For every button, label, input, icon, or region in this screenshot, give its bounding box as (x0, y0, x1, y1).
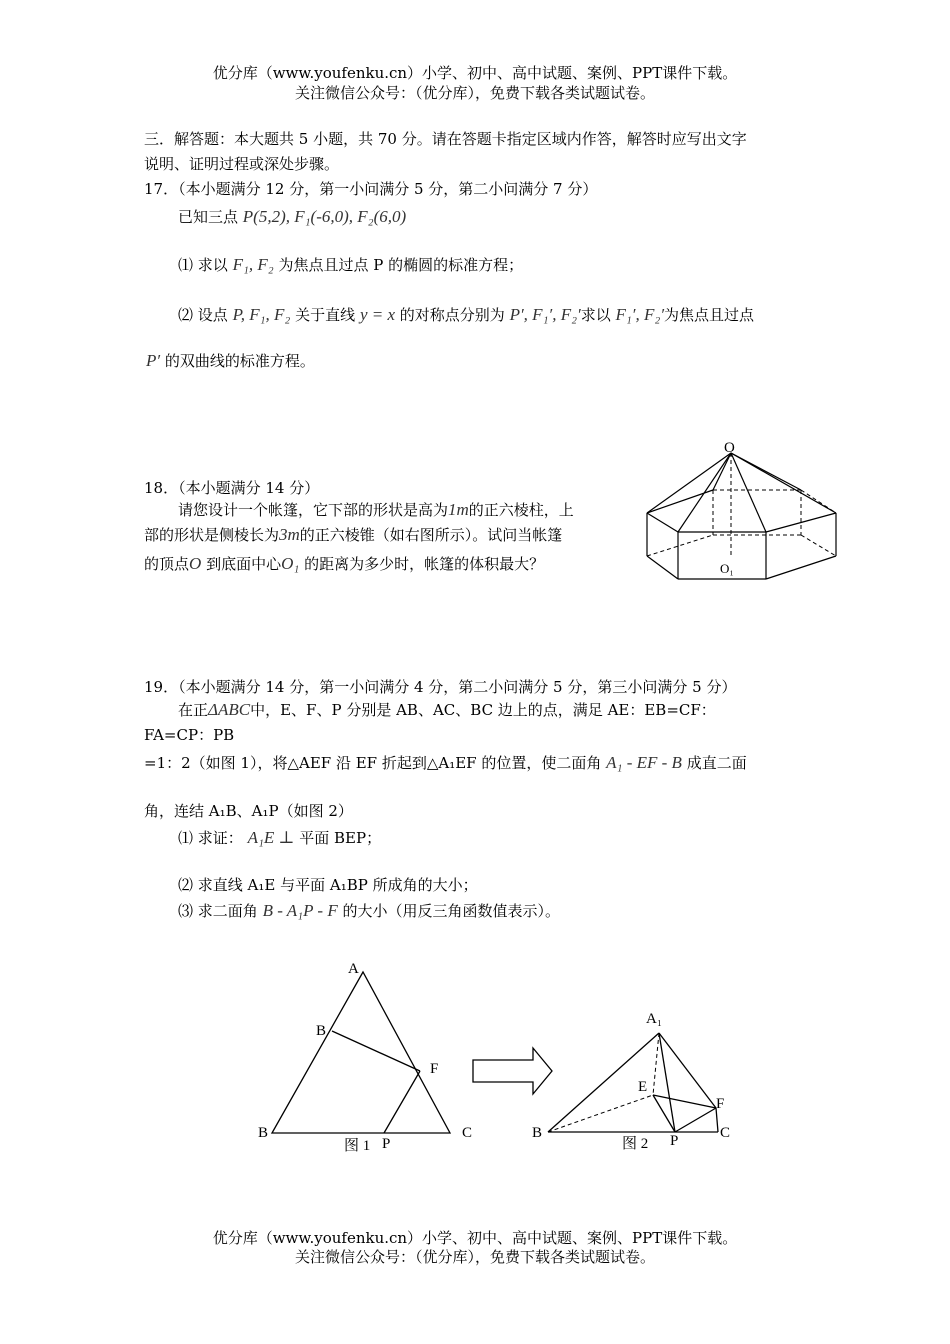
q17-part2-math-1: P, F₁, F₂ (232, 305, 291, 324)
q19-part3 (178, 900, 560, 921)
q17-part2-num: ⑵ 设点 (178, 306, 228, 324)
q18-line-3-math-1: O (189, 554, 202, 573)
fig1-label-P: P (382, 1136, 391, 1152)
q19-line-4: 角，连结 A₁B、A₁P（如图 2） (144, 802, 353, 820)
footer-line-2: 关注微信公众号：（优分库），免费下载各类试题试卷。 (294, 1248, 655, 1266)
tent-top-edge (647, 513, 678, 532)
tent-top-edge (766, 513, 836, 532)
q17-part2-text-5: 的双曲线的标准方程。 (164, 352, 315, 370)
tent-lateral-edge (647, 453, 731, 513)
q18-line-2-b: 的正六棱锥（如右图所示）。试问当帐篷 (299, 526, 563, 544)
q19-figure-1 (272, 972, 450, 1133)
fig2-hidden-BE (548, 1095, 653, 1132)
q19-part1 (178, 827, 381, 848)
fig1-caption: 图 1 (344, 1138, 371, 1154)
q19-part1-text: 平面 BEP； (299, 829, 382, 847)
q18-line-3-a: 的顶点 (144, 555, 190, 573)
q19-line-1-a: 在正 (178, 701, 209, 719)
q18-line-1-math: 1m (448, 500, 469, 519)
q19-line-1 (178, 699, 716, 720)
q18-line-3-c: 的距离为多少时，帐篷的体积最大？ (304, 555, 545, 573)
tent-lateral-edge (731, 453, 801, 490)
q18-line-3-b: 到底面中心 (206, 555, 282, 573)
q18-line-1-b: 的正六棱柱，上 (468, 501, 574, 519)
q17-part2-text-1: 关于直线 (295, 306, 356, 324)
tent-lateral-edge (713, 453, 731, 490)
fig2-label-C: C (720, 1125, 731, 1141)
q18-line-2 (144, 524, 562, 545)
q19-figures (250, 955, 750, 1155)
fig2-hidden-A1E (653, 1033, 659, 1095)
q17-part2-text-4: 为焦点且过点 (664, 306, 755, 324)
fig2-caption: 图 2 (622, 1136, 649, 1152)
header-line-1: 优分库（www.youfenku.cn）小学、初中、高中试题、案例、PPT课件下载。 (212, 64, 738, 82)
q19-part3-math: B - A₁P - F (262, 901, 338, 920)
q17-part1-num: ⑴ 求以 (178, 256, 228, 274)
footer-line-1: 优分库（www.youfenku.cn）小学、初中、高中试题、案例、PPT课件下载。 (212, 1229, 738, 1247)
q18-line-2-a: 部的形状是侧棱长为 (144, 526, 280, 544)
q19-title: 19．（本小题满分 14 分，第一小问满分 4 分，第二小问满分 5 分，第三小问满分 5 分） (144, 678, 737, 696)
q18-tent-figure (640, 434, 850, 584)
fig2-edge-EF (653, 1095, 716, 1108)
q17-given-text: 已知三点 (178, 208, 239, 226)
q17-part2-text-2: 的对称点分别为 (399, 306, 505, 324)
fig1-label-B-top: B (316, 1023, 327, 1039)
header-line-2: 关注微信公众号：（优分库），免费下载各类试题试卷。 (294, 84, 655, 102)
fig2-label-E: E (638, 1079, 648, 1095)
q17-part2-math-4: F₁′, F₂′ (615, 305, 665, 324)
fig1-triangle (272, 972, 450, 1133)
q17-part1 (178, 254, 523, 275)
q19-part3-num: ⑶ 求二面角 (178, 902, 258, 920)
fig2-edge-A1F (659, 1033, 716, 1108)
fig2-label-P: P (670, 1133, 679, 1149)
q18-line-2-math: 3m (279, 525, 300, 544)
fig1-segment-FP (384, 1071, 420, 1133)
q18-line-3-math-2: O₁ (281, 554, 300, 573)
fig2-edge-A1P (659, 1033, 675, 1132)
fig1-label-F: F (430, 1061, 439, 1077)
tent-label-O: O (724, 440, 735, 456)
fig1-label-A: A (348, 961, 359, 977)
tent-hidden-edge (801, 535, 836, 556)
q17-part2-text-3: 求以 (580, 306, 611, 324)
fig1-segment-EF (332, 1031, 420, 1071)
section-intro-line-1: 三．解答题：本大题共 5 小题，共 70 分。请在答题卡指定区域内作答，解答时应写出文字 (144, 130, 747, 148)
q17-part2-math-3: P′, F₁′, F₂′ (509, 305, 581, 324)
q19-part1-num: ⑴ 求证： (178, 829, 243, 847)
q18-line-1-a: 请您设计一个帐篷，它下部的形状是高为 (178, 501, 449, 519)
q19-line-3-b: 成直二面 (686, 754, 747, 772)
fig2-label-B: B (532, 1125, 543, 1141)
q19-part2: ⑵ 求直线 A₁E 与平面 A₁BP 所成角的大小； (178, 876, 478, 894)
arrow-right-icon (473, 1048, 552, 1094)
q19-line-1-b: 中，E、F、P 分别是 AB、AC、BC 边上的点，满足 AE：EB=CF： (250, 701, 716, 719)
tent-hidden-edge (801, 490, 836, 513)
q17-part1-math: F₁, F₂ (232, 255, 274, 274)
q19-line-1-math: ΔABC (208, 700, 251, 719)
q19-part1-math: A₁E ⊥ (247, 828, 295, 847)
q18-title: 18．（本小题满分 14 分） (144, 479, 320, 497)
q19-part3-text: 的大小（用反三角函数值表示）。 (342, 902, 561, 920)
fig1-label-B: B (258, 1125, 269, 1141)
q19-figure-2 (548, 1033, 718, 1132)
q17-part2-cont (146, 350, 315, 371)
q17-part2-math-2: y = x (359, 305, 395, 324)
q18-line-3 (144, 553, 544, 574)
q17-part2-math-5: P′ (146, 351, 161, 370)
fig2-label-F: F (716, 1096, 725, 1112)
tent-bottom-edge (647, 556, 678, 579)
q17-part2 (178, 304, 754, 325)
fig1-label-C: C (462, 1125, 473, 1141)
q18-line-1 (178, 499, 574, 520)
tent-lateral-edge (731, 453, 766, 532)
q17-given (178, 206, 406, 227)
q19-line-2: FA=CP：PB (144, 726, 235, 744)
tent-hidden-edge (647, 535, 713, 556)
q17-given-math: P(5,2), F₁(-6,0), F₂(6,0) (242, 207, 407, 226)
fig2-label-A1: A₁ (646, 1011, 663, 1027)
tent-label-O1: O₁ (720, 561, 734, 576)
fig2-edge-FP (675, 1108, 716, 1132)
tent-bottom-edge (766, 556, 836, 579)
q17-part1-text: 为焦点且过点 P 的椭圆的标准方程； (278, 256, 524, 274)
q19-line-3-a: =1：2（如图 1），将△AEF 沿 EF 折起到△A₁EF 的位置，使二面角 (144, 754, 602, 772)
q19-line-3 (144, 752, 747, 773)
tent-top-edge (647, 490, 713, 513)
section-intro-line-2: 说明、证明过程或深处步骤。 (144, 155, 340, 173)
q19-line-3-math: A₁ - EF - B (606, 753, 682, 772)
q17-title: 17．（本小题满分 12 分，第一小问满分 5 分，第二小问满分 7 分） (144, 180, 598, 198)
tent-lateral-edge (678, 453, 731, 532)
